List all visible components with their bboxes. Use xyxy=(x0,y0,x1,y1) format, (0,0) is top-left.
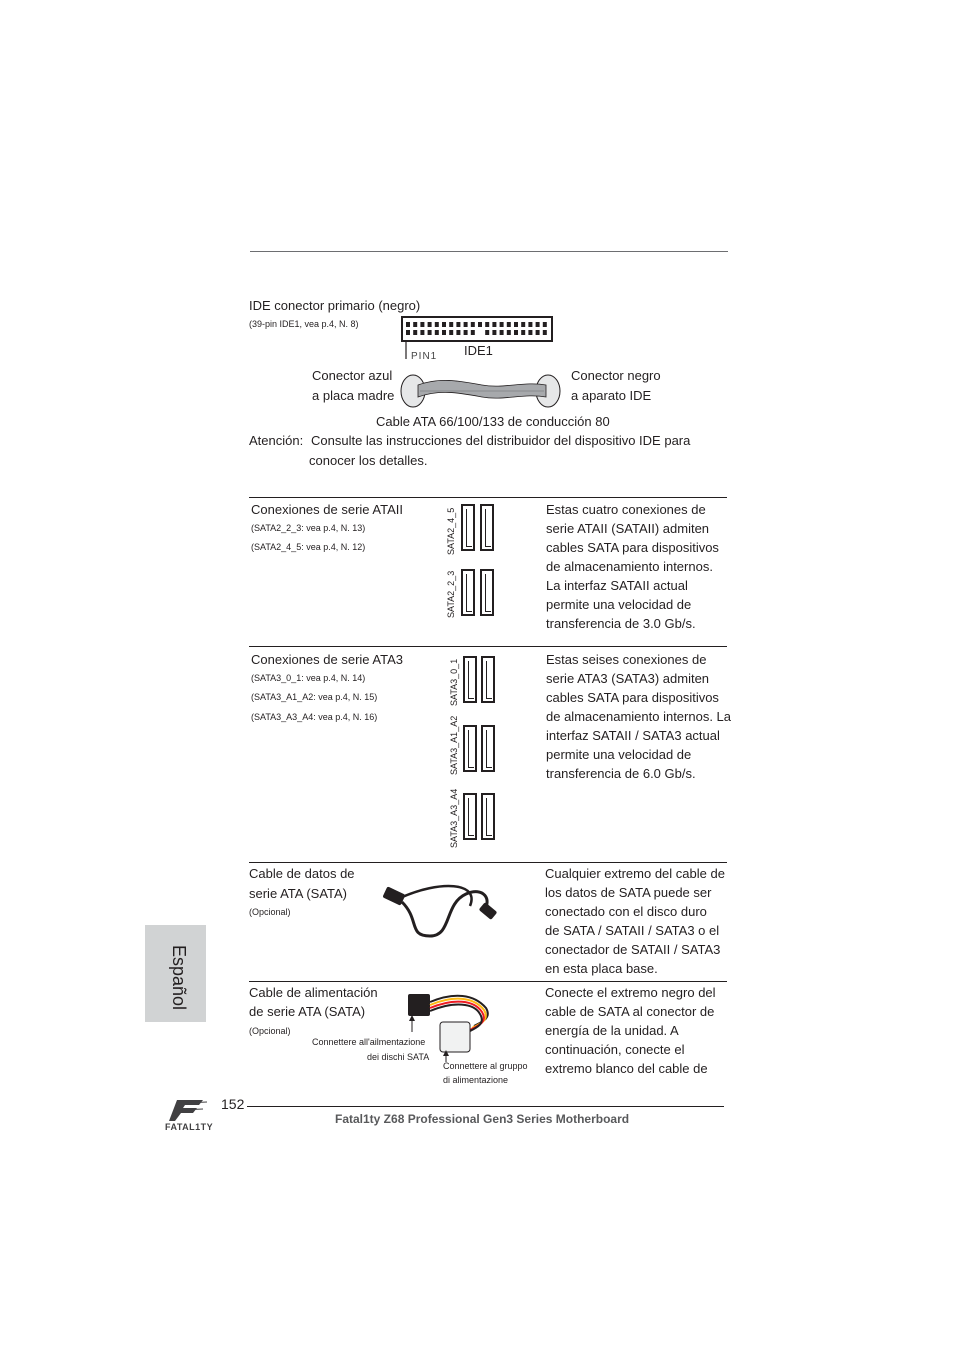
ide1-label: IDE1 xyxy=(464,343,493,358)
sata2-4-5-label: SATA2_4_5 xyxy=(446,507,456,555)
ide-pin xyxy=(507,322,511,327)
ide-pin xyxy=(521,330,525,335)
sata3-0-port-icon xyxy=(463,656,477,703)
ide-pin xyxy=(471,330,475,335)
sata2-3-port-icon xyxy=(480,569,494,616)
ide-left-label-2: a placa madre xyxy=(312,388,395,403)
data-cable-title-1: Cable de datos de xyxy=(249,866,355,881)
sata2-5-port-icon xyxy=(480,504,494,551)
data-cable-title-2: serie ATA (SATA) xyxy=(249,886,348,901)
sata3-a1-a2-label: SATA3_A1_A2 xyxy=(449,715,459,775)
data-cable-description: Cualquier extremo del cable de los datos de SATA puede ser conectado con el disco duro de SATA / SATAII / SATA3 o el conectador de SATAII / SATA3 en esta placa base. xyxy=(545,866,725,976)
ide-pin xyxy=(420,330,424,335)
data-cable-optional: (Opcional) xyxy=(249,907,291,917)
ide-pin xyxy=(449,322,453,327)
ide-pin xyxy=(413,322,417,327)
ide-pin xyxy=(485,322,489,327)
ide-pin xyxy=(521,322,525,327)
fatal1ty-logo-mark xyxy=(163,1096,219,1122)
ide-pin xyxy=(420,322,424,327)
sata2-description: Estas cuatro conexiones de serie ATAII (SATAII) admiten cables SATA para dispositivos de almacenamiento internos. La interfaz SATAII actual permite una velocidad de transferencia de 3.0 Gb/s. xyxy=(546,502,719,631)
ide-title: IDE conector primario (negro) xyxy=(249,298,421,313)
sata2-2-port-icon xyxy=(461,569,475,616)
ide-pin xyxy=(492,322,496,327)
ide-pin xyxy=(500,330,504,335)
sata2-4-port-icon xyxy=(461,504,475,551)
ide-right-label-1: Conector negro xyxy=(571,368,661,383)
ide-ribbon-cable-image xyxy=(400,373,564,409)
ide-pin xyxy=(456,330,460,335)
ide-pin xyxy=(500,322,504,327)
power-cable-divider xyxy=(249,981,727,982)
footer-title: Fatal1ty Z68 Professional Gen3 Series Motherboard xyxy=(335,1112,630,1126)
footer-rule xyxy=(247,1106,724,1107)
pin1-label: PIN1 xyxy=(411,351,438,362)
sata3-divider xyxy=(249,646,727,647)
sata3-a3-port-icon xyxy=(463,793,477,840)
ide-pin xyxy=(478,322,482,327)
ide-pin xyxy=(471,322,475,327)
sata2-ref-2: (SATA2_4_5: vea p.4, N. 12) xyxy=(251,542,366,552)
sata2-2-3-label: SATA2_2_3 xyxy=(446,570,456,618)
ide-pin xyxy=(464,330,468,335)
sata3-a4-port-icon xyxy=(481,793,495,840)
power-cable-title-1: Cable de alimentación xyxy=(249,985,378,1000)
sata3-ref-1: (SATA3_0_1: vea p.4, N. 14) xyxy=(251,673,366,683)
ide-pin xyxy=(528,330,532,335)
ide-pin xyxy=(543,322,547,327)
ide-pin xyxy=(536,322,540,327)
power-cable-title-2: de serie ATA (SATA) xyxy=(249,1004,366,1019)
sata2-ref-1: (SATA2_2_3: vea p.4, N. 13) xyxy=(251,523,366,533)
ide-pin xyxy=(528,322,532,327)
top-rule xyxy=(250,251,728,252)
ide-pin xyxy=(464,322,468,327)
language-label: Español xyxy=(169,945,189,1011)
sata3-a2-port-icon xyxy=(481,725,495,772)
sata3-1-port-icon xyxy=(481,656,495,703)
ide-pin xyxy=(543,330,547,335)
ide-pin xyxy=(449,330,453,335)
ide-pin xyxy=(435,322,439,327)
fatal1ty-logo xyxy=(163,1096,219,1136)
sata3-0-1-label: SATA3_0_1 xyxy=(449,658,459,706)
attention-label: Atención: xyxy=(249,433,304,448)
ide-pin xyxy=(428,322,432,327)
ide-pin xyxy=(428,330,432,335)
logo-text: FATAL1TY xyxy=(165,1122,214,1132)
sata2-title: Conexiones de serie ATAII xyxy=(251,502,403,517)
data-cable-divider xyxy=(249,862,727,863)
attention-text-1: Consulte las instrucciones del distribuidor del dispositivo IDE para xyxy=(311,433,691,448)
language-side-tab xyxy=(145,925,206,1022)
sata3-a3-a4-label: SATA3_A3_A4 xyxy=(449,788,459,848)
sata2-divider xyxy=(249,497,727,498)
ide-pin xyxy=(442,330,446,335)
ide-pin xyxy=(435,330,439,335)
power-cable-optional: (Opcional) xyxy=(249,1026,291,1036)
ide-pin xyxy=(514,330,518,335)
ide-pin xyxy=(514,322,518,327)
attention-text-2: conocer los detalles. xyxy=(309,453,428,468)
ide-pin xyxy=(485,330,489,335)
sata3-title: Conexiones de serie ATA3 xyxy=(251,652,403,667)
ide-ref: (39-pin IDE1, vea p.4, N. 8) xyxy=(249,319,359,329)
page-number: 152 xyxy=(221,1096,245,1112)
power-cable-description: Conecte el extremo negro del cable de SATA al conector de energía de la unidad. A continuación, conecte el extremo blanco del cable de xyxy=(545,985,716,1076)
sata3-description: Estas seises conexiones de serie ATA3 (SATA3) admiten cables SATA para dispositivos de almacenamiento internos. La interfaz SATAII / SATA3 actual permite una velocidad de transferencia de 6.0 Gb/s. xyxy=(546,652,732,781)
callout-right-1: Connettere al gruppo xyxy=(443,1061,528,1071)
ide-pin xyxy=(492,330,496,335)
ide-pin xyxy=(406,322,410,327)
sata3-ref-3: (SATA3_A3_A4: vea p.4, N. 16) xyxy=(251,712,378,722)
ide-pin xyxy=(413,330,417,335)
ide-pin xyxy=(442,322,446,327)
ide-pin xyxy=(406,330,410,335)
ide-pin xyxy=(456,322,460,327)
sata-data-cable-image xyxy=(380,880,505,940)
ide-pin xyxy=(507,330,511,335)
sata3-ref-2: (SATA3_A1_A2: vea p.4, N. 15) xyxy=(251,692,378,702)
ide-cable-caption: Cable ATA 66/100/133 de conducción 80 xyxy=(376,414,610,429)
callout-left-2: dei dischi SATA xyxy=(367,1052,430,1062)
sata3-a1-port-icon xyxy=(463,725,477,772)
callout-right-2: di alimentazione xyxy=(443,1075,509,1085)
callout-left-1: Connettere all'ailmentazione xyxy=(312,1037,426,1047)
ide-left-label-1: Conector azul xyxy=(312,368,393,383)
ide-pin xyxy=(536,330,540,335)
ide-right-label-2: a aparato IDE xyxy=(571,388,652,403)
